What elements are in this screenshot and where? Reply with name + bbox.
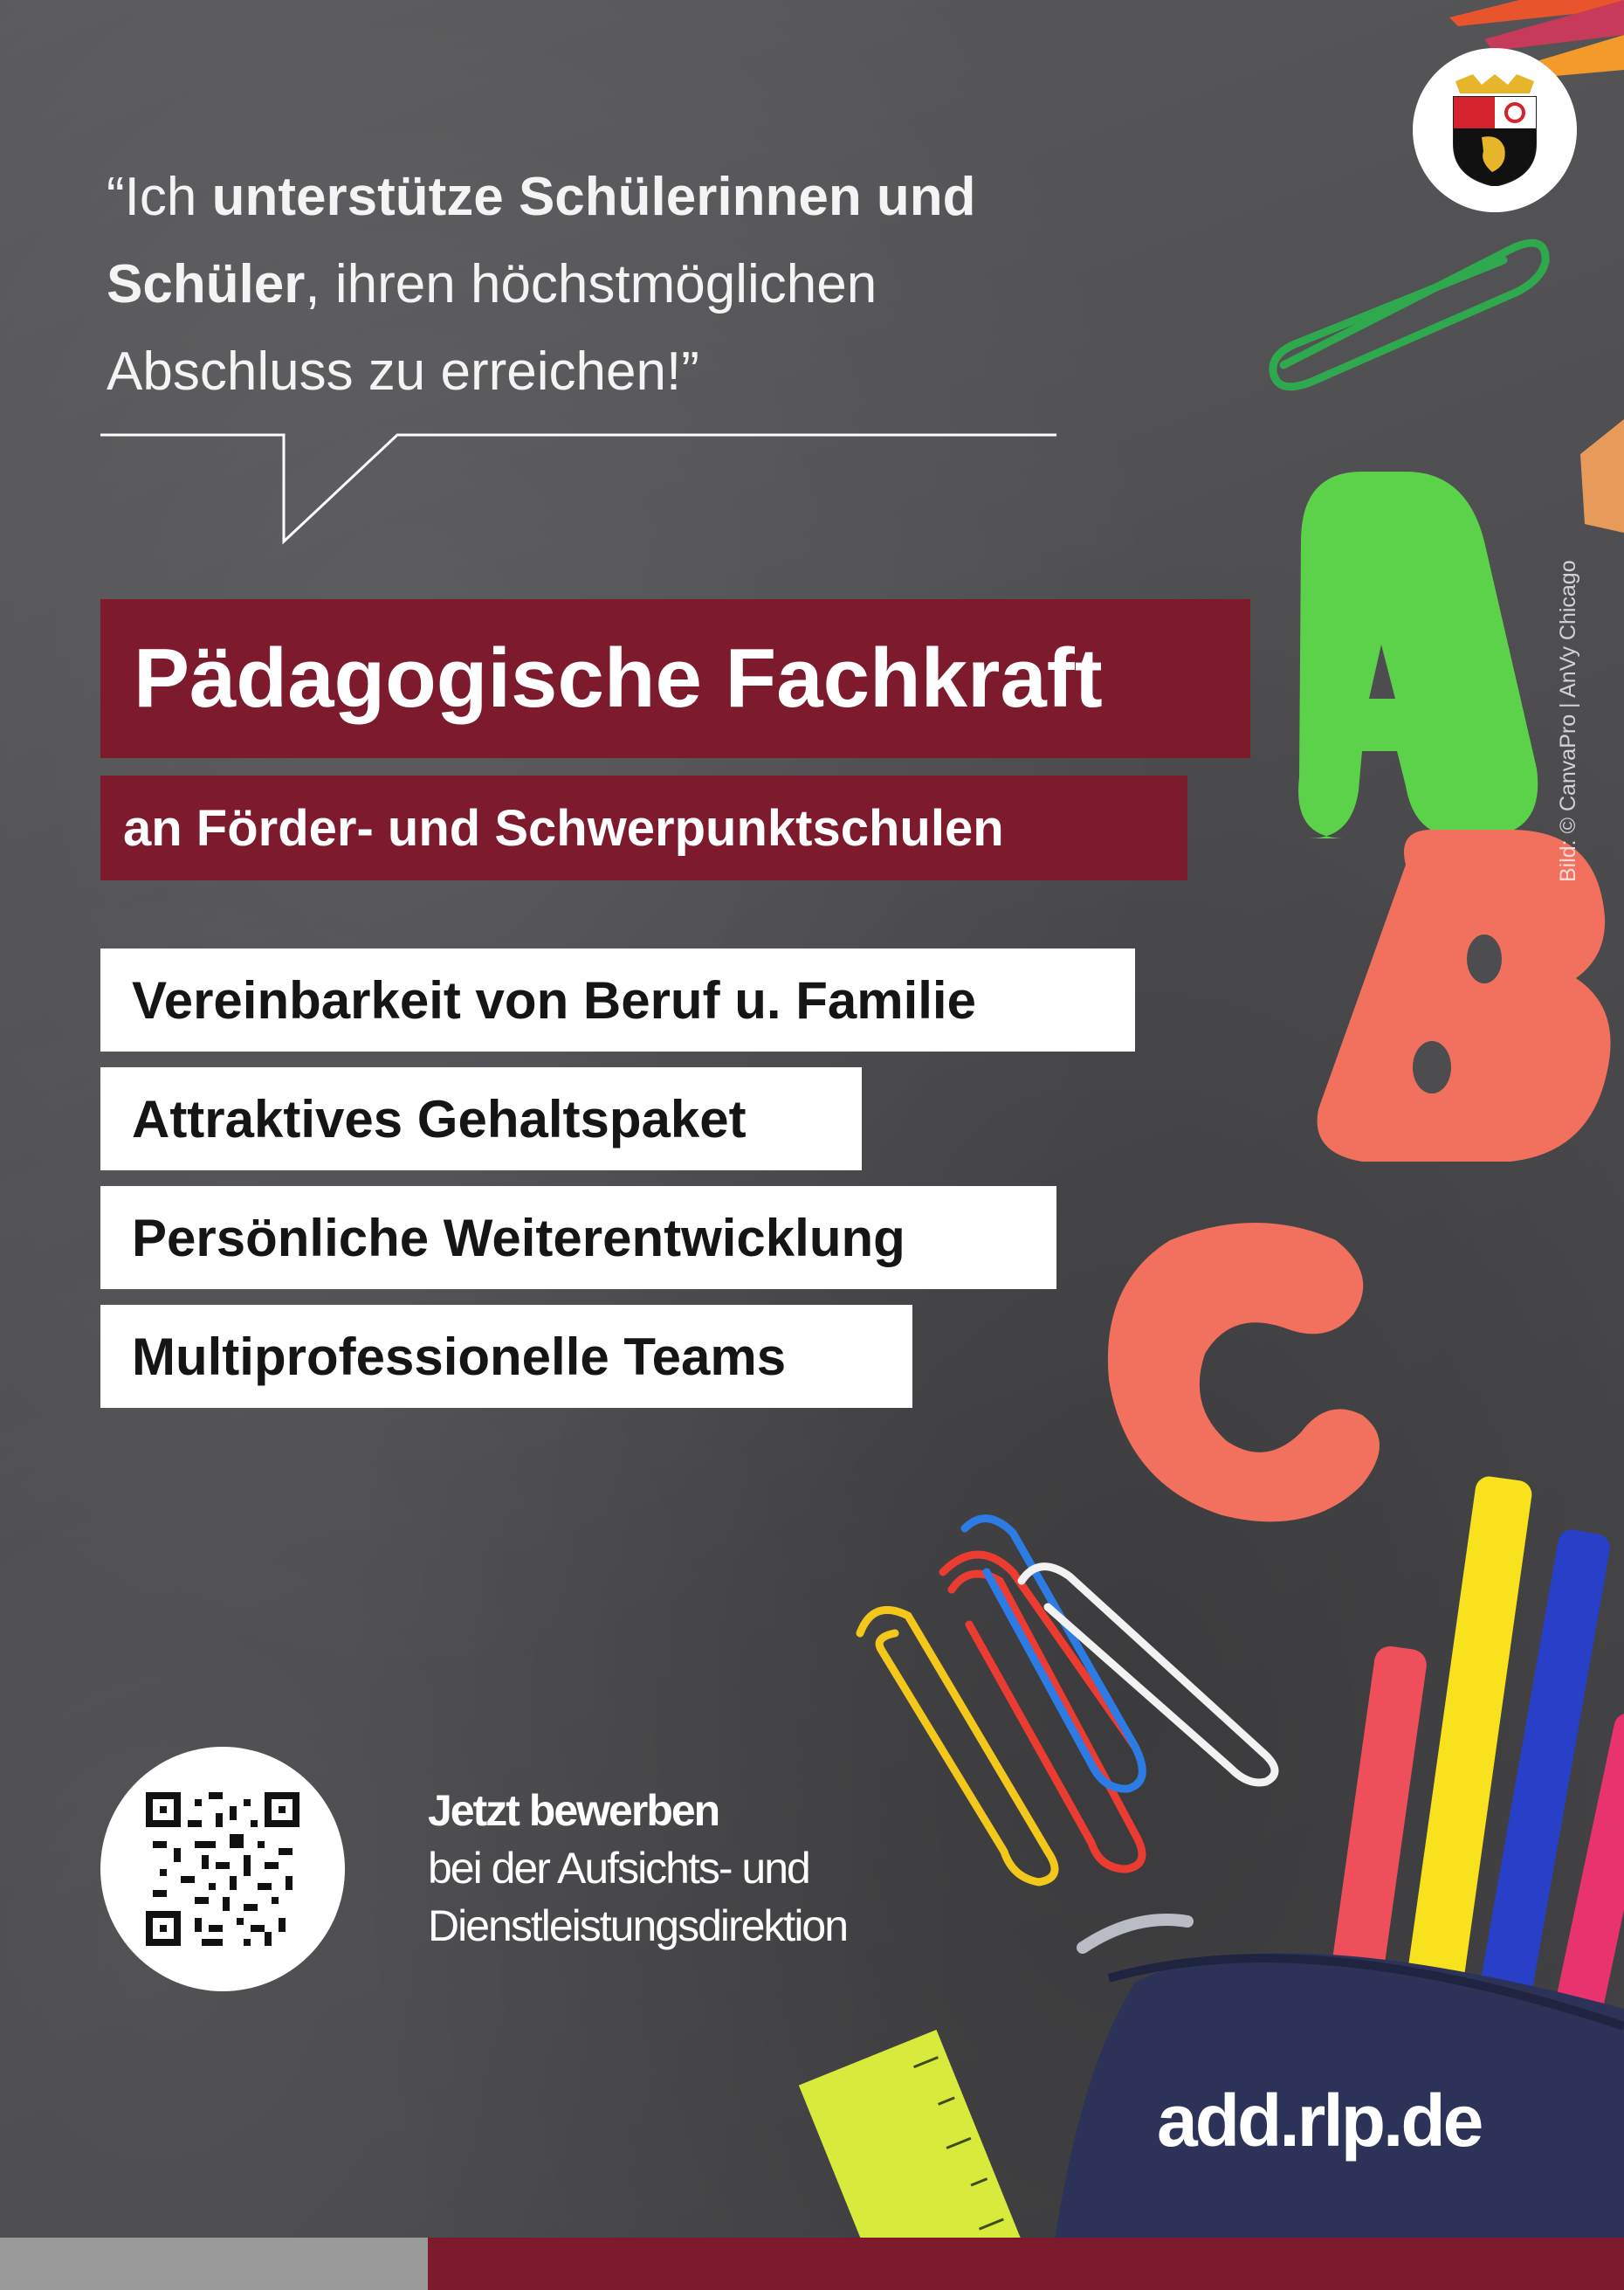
cta-headline: Jetzt bewerben [428, 1786, 719, 1835]
wood-piece [1580, 419, 1624, 533]
letter-a-label: A [1327, 806, 1332, 814]
paperclips-cluster-icon [860, 1519, 1275, 1882]
letter-a-foam [1298, 472, 1538, 838]
state-crest-logo [1413, 48, 1577, 212]
feature-item: Persönliche Weiterentwicklung [100, 1186, 1056, 1289]
letter-c-foam [1108, 1223, 1380, 1521]
qr-code[interactable] [100, 1747, 345, 1991]
quote-emphasis: unterstütze Schülerinnen und Schüler [107, 167, 976, 314]
apply-call-to-action [428, 1782, 847, 1955]
quote-text [107, 154, 1102, 416]
quote-open: “Ich [107, 167, 212, 227]
speech-bubble-line [100, 428, 1061, 550]
feature-item: Vereinbarkeit von Beruf u. Familie [100, 948, 1135, 1052]
feature-item: Attraktives Gehaltspaket [100, 1067, 862, 1170]
image-credit: Bild: © CanvaPro | AnVy Chicago [1556, 560, 1580, 882]
footer-bar-red [428, 2238, 1624, 2290]
footer-bar-grey [0, 2238, 428, 2290]
job-subtitle: an Förder- und Schwerpunktschulen [100, 776, 1187, 880]
paperclip-green-icon [1273, 243, 1545, 387]
qr-code-icon [146, 1792, 299, 1946]
cta-line-1: bei der Aufsichts- und [428, 1844, 809, 1893]
cta-line-2: Dienstleistungsdirektion [428, 1901, 848, 1950]
quote-end: , ihren höchstmöglichen Abschluss zu erreichen!” [107, 254, 877, 402]
website-link[interactable]: add.rlp.de [1157, 2080, 1482, 2162]
feature-item: Multiprofessionelle Teams [100, 1305, 912, 1408]
job-title: Pädagogische Fachkraft [100, 599, 1250, 758]
coat-of-arms-icon [1447, 74, 1543, 186]
